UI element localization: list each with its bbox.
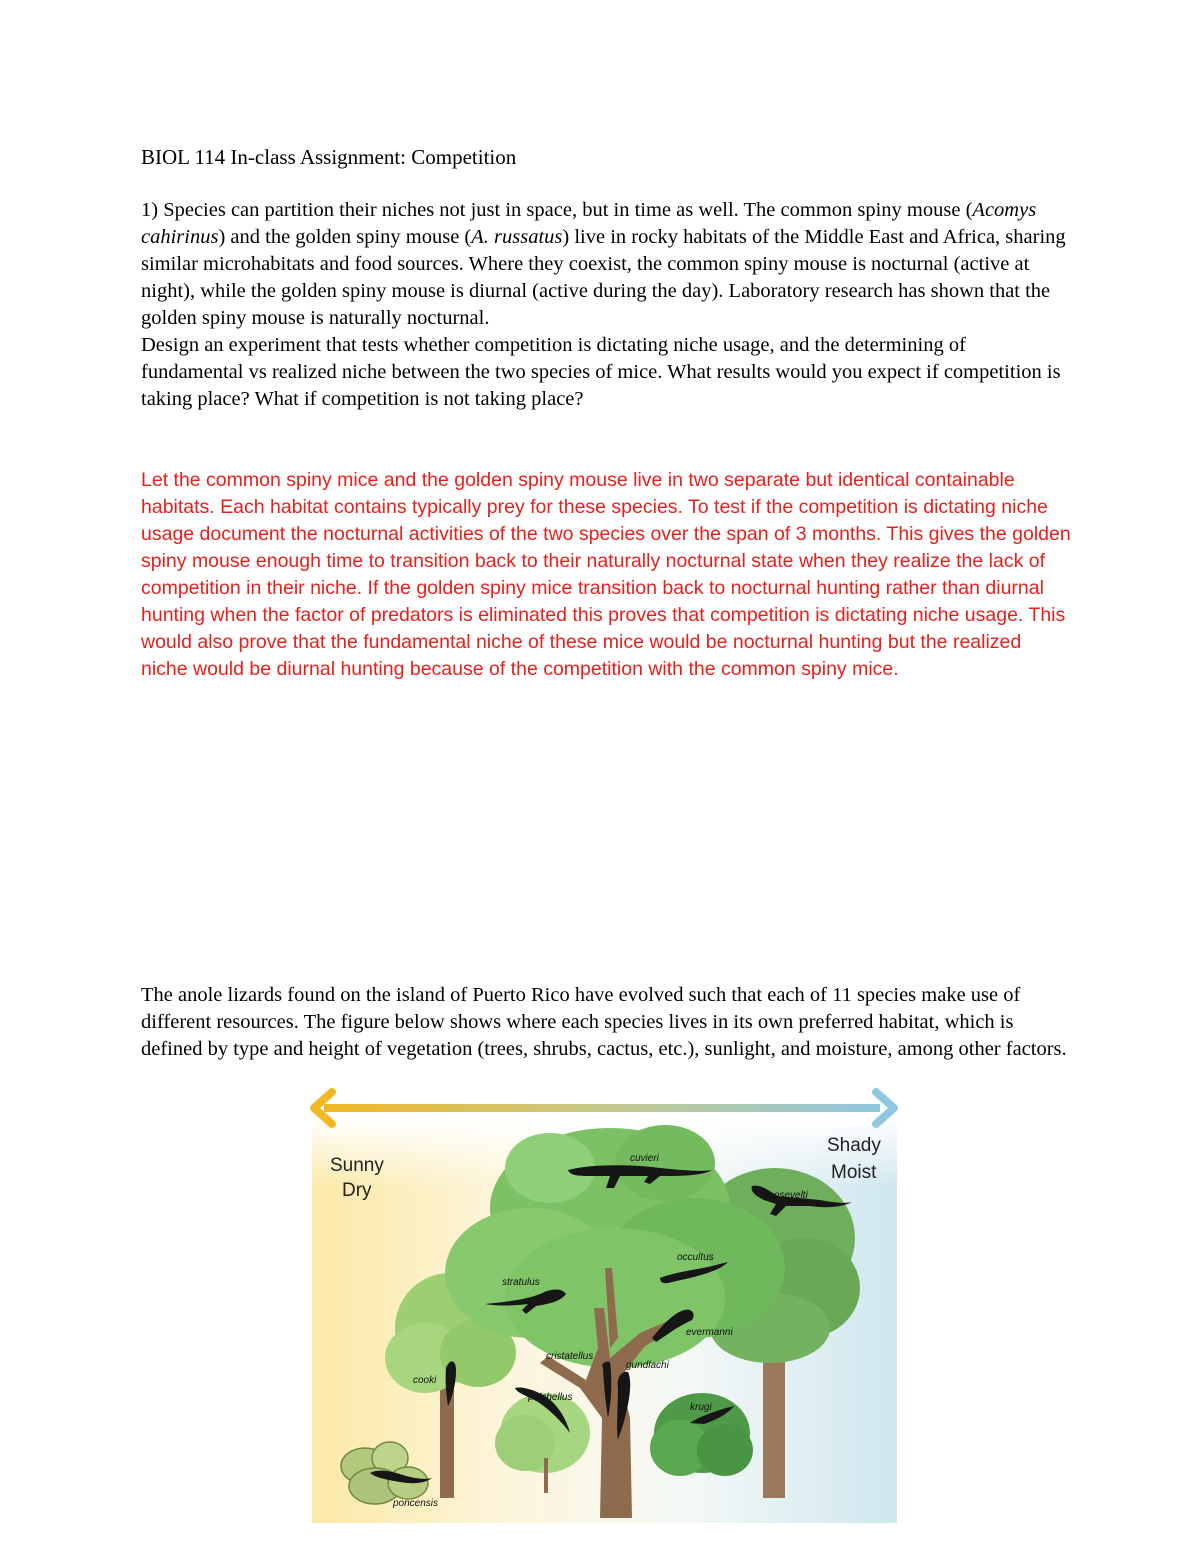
anole-habitat-figure: [300, 1088, 905, 1525]
species-label-cuvieri: cuvieri: [630, 1153, 659, 1164]
assignment-title: BIOL 114 In-class Assignment: Competition: [141, 145, 517, 169]
species-label-poncensis: poncensis: [393, 1498, 439, 1509]
shady-label: Shady: [827, 1135, 881, 1156]
question-1: [141, 197, 1066, 413]
answer-text: Let the common spiny mice and the golden spiny mouse live in two separate but identical containable habitats. Each habitat contains typically prey for these species. To test if the competition is dictating niche usage document the nocturnal activities of the two species over the span of 3 months. This gives the golden spiny mouse enough time to transition back to their naturally nocturnal state when they realize the lack of competition in their niche. If the golden spiny mice transition back to nocturnal hunting rather than diurnal hunting when the factor of predators is eliminated this proves that competition is dictating niche usage. This would also prove that the fundamental niche of these mice would be nocturnal hunting but the realized niche would be diurnal hunting because of the competition with the common spiny mice.: [141, 469, 1071, 680]
student-answer: [141, 467, 1071, 683]
sunny-label: Sunny: [330, 1155, 384, 1176]
species-label-cooki: cooki: [413, 1375, 437, 1386]
anole-intro-text: The anole lizards found on the island of Puerto Rico have evolved such that each of 11 species make use of different resources. The figure below shows where each species lives in its own preferred habitat, which is defined by type and height of vegetation (trees, shrubs, cactus, etc.), sunlight, and moisture, among other factors.: [141, 984, 1067, 1060]
species-label-stratulus: stratulus: [502, 1277, 540, 1288]
species-label-roosevelti: roosevelti: [765, 1190, 808, 1201]
species-name: Acomys cahirinus: [141, 199, 1037, 248]
question-text: 1) Species can partition their niches not just in space, but in time as well. The common spiny mouse (: [141, 199, 973, 221]
question-1-design: Design an experiment that tests whether competition is dictating niche usage, and the determining of fundamental vs realized niche between the two species of mice. What results would you expect if competition is taking place? What if competition is not taking place?: [141, 334, 1061, 410]
species-label-gundlachi: gundlachi: [626, 1360, 669, 1371]
question-text: ) live in rocky habitats of the Middle East and Africa, sharing similar microhabitats and food sources. Where they coexist, the common spiny mouse is nocturnal (active at night), while the golden spiny mouse is diurnal (active during the day). Laboratory research has shown that the golden spiny mouse is naturally nocturnal.: [141, 226, 1066, 329]
question-1-prompt: [141, 197, 1066, 332]
moist-label: Moist: [831, 1162, 877, 1183]
anole-habitat-illustration: [300, 1088, 905, 1525]
dry-label-visible: Dry: [342, 1180, 372, 1201]
question-text: ) and the golden spiny mouse (: [218, 226, 472, 248]
species-label-krugi: krugi: [690, 1402, 712, 1413]
species-label-evermanni: evermanni: [686, 1327, 733, 1338]
species-label-pulchellus: pulchellus: [528, 1392, 573, 1403]
species-name: A. russatus: [471, 226, 563, 248]
species-label-cristatellus: cristatellus: [546, 1351, 594, 1362]
anole-intro: [141, 982, 1071, 1063]
species-label-occultus: occultus: [677, 1252, 714, 1263]
